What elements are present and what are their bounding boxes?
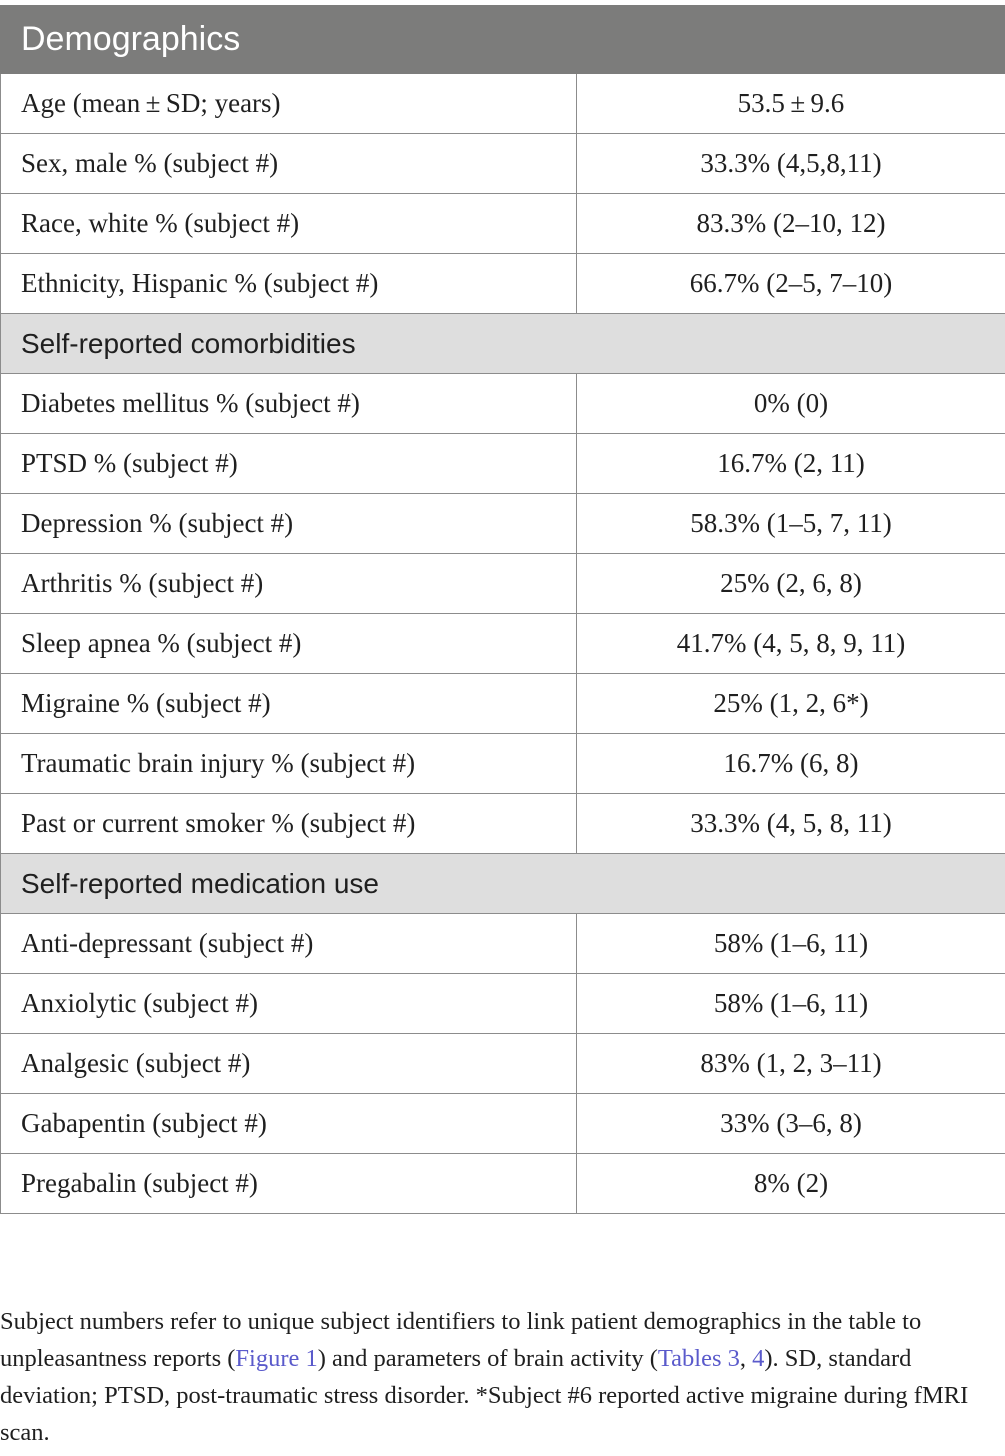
row-label: Race, white % (subject #) xyxy=(1,194,577,254)
row-label: Migraine % (subject #) xyxy=(1,674,577,734)
header-title: Demographics xyxy=(1,6,577,74)
row-value: 41.7% (4, 5, 8, 9, 11) xyxy=(577,614,1005,674)
footnote-text: ). SD, standard deviation; PTSD, post-traumatic stress disorder. *Subject #6 reported active migraine during fMRI scan. xyxy=(0,1345,969,1446)
row-value: 33.3% (4, 5, 8, 11) xyxy=(577,794,1005,854)
row-label: Anxiolytic (subject #) xyxy=(1,974,577,1034)
row-label: Gabapentin (subject #) xyxy=(1,1094,577,1154)
table-row xyxy=(1,914,1005,974)
table-row xyxy=(1,494,1005,554)
row-label: Anti-depressant (subject #) xyxy=(1,914,577,974)
row-label: Past or current smoker % (subject #) xyxy=(1,794,577,854)
row-value: 33% (3–6, 8) xyxy=(577,1094,1005,1154)
row-value: 8% (2) xyxy=(577,1154,1005,1214)
demographics-table xyxy=(0,5,1005,1214)
table-4-link[interactable]: 4 xyxy=(752,1345,765,1372)
row-value: 0% (0) xyxy=(577,374,1005,434)
row-label: Traumatic brain injury % (subject #) xyxy=(1,734,577,794)
row-label: Analgesic (subject #) xyxy=(1,1034,577,1094)
row-value: 66.7% (2–5, 7–10) xyxy=(577,254,1005,314)
row-value: 58% (1–6, 11) xyxy=(577,974,1005,1034)
tables-3-link[interactable]: Tables 3 xyxy=(657,1345,740,1372)
table-footnote xyxy=(0,1303,1000,1451)
footnote-text: , xyxy=(739,1345,753,1372)
table-row xyxy=(1,674,1005,734)
row-value: 25% (1, 2, 6*) xyxy=(577,674,1005,734)
table-row xyxy=(1,734,1005,794)
row-label: Sleep apnea % (subject #) xyxy=(1,614,577,674)
row-label: Pregabalin (subject #) xyxy=(1,1154,577,1214)
row-value: 53.5 ± 9.6 xyxy=(577,74,1005,134)
figure-1-link[interactable]: Figure 1 xyxy=(235,1345,318,1372)
table-row xyxy=(1,554,1005,614)
row-value: 83% (1, 2, 3–11) xyxy=(577,1034,1005,1094)
row-label: PTSD % (subject #) xyxy=(1,434,577,494)
section-title: Self-reported medication use xyxy=(1,854,1005,914)
row-label: Diabetes mellitus % (subject #) xyxy=(1,374,577,434)
table-row xyxy=(1,614,1005,674)
table-row xyxy=(1,1154,1005,1214)
table-row xyxy=(1,1034,1005,1094)
row-value: 16.7% (2, 11) xyxy=(577,434,1005,494)
table-row xyxy=(1,1094,1005,1154)
row-value: 58% (1–6, 11) xyxy=(577,914,1005,974)
footnote-text: ) and parameters of brain activity ( xyxy=(317,1345,658,1372)
row-label: Age (mean ± SD; years) xyxy=(1,74,577,134)
table-header-row xyxy=(1,6,1005,74)
table-row xyxy=(1,434,1005,494)
row-label: Sex, male % (subject #) xyxy=(1,134,577,194)
row-value: 83.3% (2–10, 12) xyxy=(577,194,1005,254)
table-row xyxy=(1,74,1005,134)
row-value: 58.3% (1–5, 7, 11) xyxy=(577,494,1005,554)
section-title: Self-reported comorbidities xyxy=(1,314,1005,374)
row-value: 33.3% (4,5,8,11) xyxy=(577,134,1005,194)
row-value: 25% (2, 6, 8) xyxy=(577,554,1005,614)
row-label: Depression % (subject #) xyxy=(1,494,577,554)
table-row xyxy=(1,254,1005,314)
table-row xyxy=(1,194,1005,254)
table-row xyxy=(1,974,1005,1034)
section-header-comorbidities xyxy=(1,314,1005,374)
table-row xyxy=(1,374,1005,434)
row-label: Ethnicity, Hispanic % (subject #) xyxy=(1,254,577,314)
row-label: Arthritis % (subject #) xyxy=(1,554,577,614)
header-empty-cell xyxy=(577,6,1005,74)
section-header-medications xyxy=(1,854,1005,914)
row-value: 16.7% (6, 8) xyxy=(577,734,1005,794)
table-row xyxy=(1,134,1005,194)
table-row xyxy=(1,794,1005,854)
footnote-text: Subject numbers refer to unique subject identifiers to link patient demographics in the table to unpleasantness reports ( xyxy=(0,1308,922,1372)
